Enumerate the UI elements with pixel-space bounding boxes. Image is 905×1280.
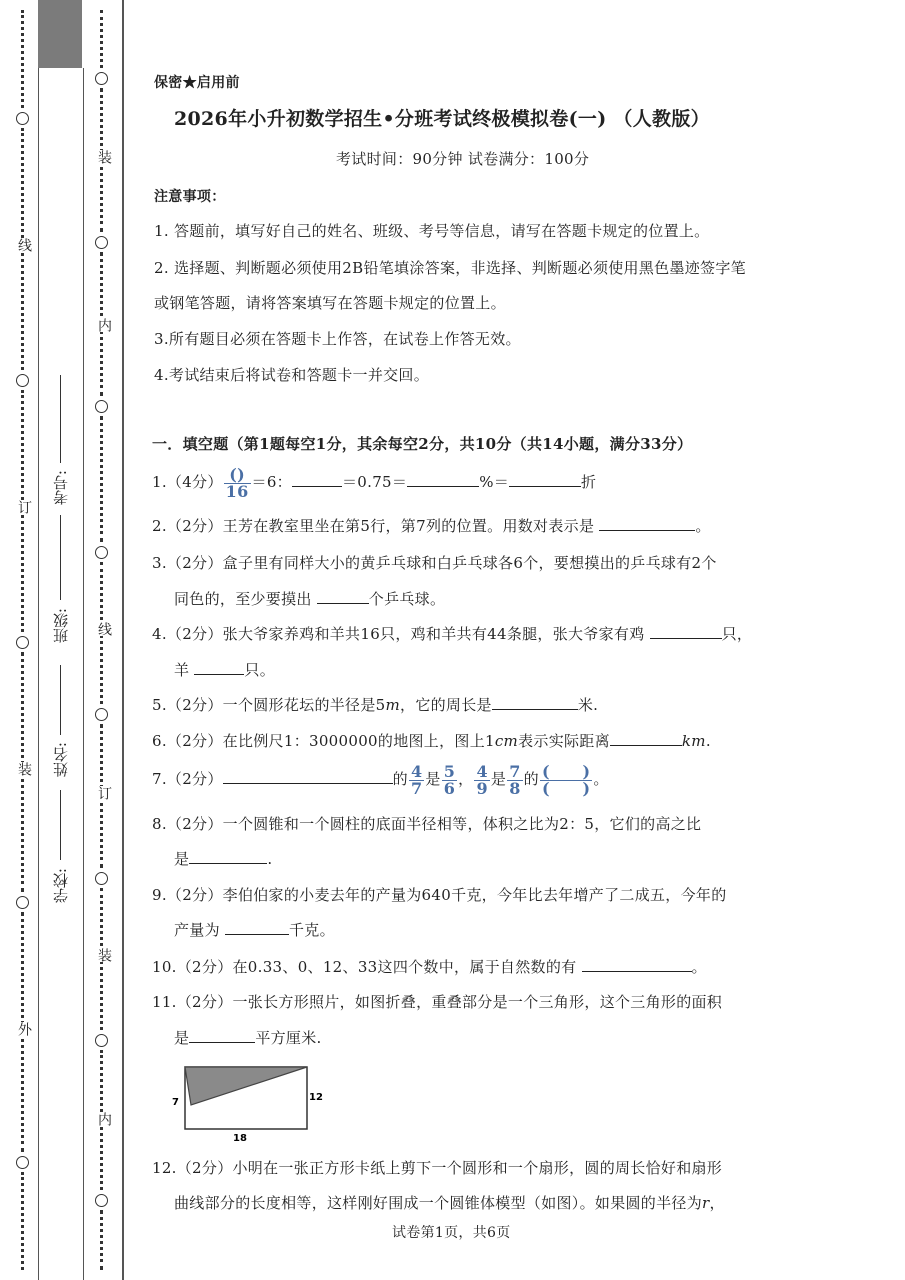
note-4: 4.考试结束后将试卷和答题卡一并交回。 <box>154 366 430 384</box>
binding-hole-icon <box>16 112 29 125</box>
binding-hole-icon <box>95 708 108 721</box>
q5-unit: m <box>385 696 401 714</box>
exam-no-field-label: 考号: <box>52 470 70 506</box>
q11-label-bottom: 18 <box>233 1133 247 1144</box>
question-3-line-2 <box>174 588 445 609</box>
confidential-label: 保密★启用前 <box>154 75 240 91</box>
outer-dotted-cut-line <box>14 0 32 1280</box>
q5-text-b: ，它的周长是 <box>400 696 492 714</box>
student-info-strip <box>38 68 84 1280</box>
q1-part3: %＝ <box>479 473 510 491</box>
question-11-line-2 <box>174 1027 322 1048</box>
notes-heading: 注意事项： <box>154 189 226 205</box>
q1-part1: ＝6： <box>251 473 292 491</box>
q4-blank-2[interactable] <box>194 660 244 675</box>
binding-hole-icon <box>95 1034 108 1047</box>
exam-subtitle: 考试时间：90分钟 试卷满分：100分 <box>336 150 590 168</box>
binding-hole-icon <box>16 1156 29 1169</box>
q3-line2-a: 同色的，至少要摸出 <box>174 590 312 608</box>
q10-text: 10.（2分）在0.33、0、12、33这四个数中，属于自然数的有 <box>152 958 577 976</box>
q5-blank[interactable] <box>492 695 578 710</box>
q1-part4: 折 <box>581 473 597 491</box>
dots <box>100 1210 106 1270</box>
q10-end: 。 <box>691 958 707 976</box>
q7-de-2: 的 <box>523 770 539 788</box>
binding-hole-icon <box>95 236 108 249</box>
q9-line2-b: 千克。 <box>288 921 335 939</box>
question-4-line-1 <box>152 623 752 644</box>
binding-hole-icon <box>95 72 108 85</box>
exam-title: 2026年小升初数学招生•分班考试终极模拟卷(一) （人教版） <box>174 108 710 130</box>
school-field-line[interactable] <box>60 790 61 860</box>
q10-blank[interactable] <box>582 957 692 972</box>
q11-blank[interactable] <box>189 1028 255 1043</box>
q2-text: 2.（2分）王芳在教室里坐在第5行，第7列的位置。用数对表示是 <box>152 517 595 535</box>
inner-char-zhuang-1: 装 <box>96 150 112 164</box>
q12-end: ， <box>709 1194 725 1212</box>
q1-fraction <box>224 464 251 501</box>
class-field-line[interactable] <box>60 515 61 600</box>
q7-end: 。 <box>593 770 609 788</box>
q3-line2-b: 个乒乓球。 <box>368 590 446 608</box>
question-8-line-1: 8.（2分）一个圆锥和一个圆柱的底面半径相等，体积之比为2：5，它们的高之比 <box>152 815 702 833</box>
question-2 <box>152 515 711 536</box>
q7-fraction-3 <box>474 761 489 798</box>
question-7 <box>152 758 609 800</box>
note-2: 2. 选择题、判断题必须使用2B铅笔填涂答案，非选择、判断题必须使用黑色墨迹签字笔 <box>154 259 746 277</box>
q7-f5-den: ( ) <box>541 778 591 798</box>
q1-prefix: 1.（4分） <box>152 473 223 491</box>
q7-f5-num: ( ) <box>541 761 591 781</box>
note-1: 1. 答题前，填写好自己的姓名、班级、考号等信息，请写在答题卡规定的位置上。 <box>154 222 710 240</box>
binding-hole-icon <box>16 636 29 649</box>
q12-line2: 曲线部分的长度相等，这样刚好围成一个圆锥体模型（如图）。如果圆的半径为 <box>174 1194 703 1212</box>
question-12-line-1: 12.（2分）小明在一张正方形卡纸上剪下一个圆形和一个扇形，圆的周长恰好和扇形 <box>152 1159 723 1177</box>
binding-hole-icon <box>16 896 29 909</box>
q11-line2-b: 平方厘米. <box>255 1029 322 1047</box>
dots <box>100 416 106 542</box>
question-4-line-2 <box>174 659 275 680</box>
q8-blank[interactable] <box>189 849 267 864</box>
q3-blank[interactable] <box>317 589 369 604</box>
binding-margin <box>0 0 125 1280</box>
q7-comma: ， <box>458 770 474 788</box>
q6-text-a: 6.（2分）在比例尺1：3000000的地图上，图上1 <box>152 732 495 750</box>
binding-hole-icon <box>95 546 108 559</box>
q5-end: 米. <box>577 696 599 714</box>
question-8-line-2 <box>174 848 272 869</box>
q7-fraction-4 <box>507 761 522 798</box>
dots <box>21 10 27 108</box>
q6-unit-km: km <box>681 732 706 750</box>
inner-char-xian: 线 <box>96 622 112 636</box>
q7-f4-num: 7 <box>509 761 521 781</box>
q1-fraction-num: () <box>224 467 251 484</box>
inner-dotted-cut-line <box>93 0 111 1280</box>
q7-de: 的 <box>392 770 408 788</box>
q4-line2-b: 只。 <box>244 661 275 679</box>
q6-text-b: 表示实际距离 <box>518 732 610 750</box>
question-9-line-2 <box>174 919 335 940</box>
q7-f1-num: 4 <box>410 761 423 781</box>
q2-blank[interactable] <box>599 516 695 531</box>
inner-char-ding: 订 <box>96 786 112 800</box>
note-2-cont: 或钢笔答题，请将答案填写在答题卡规定的位置上。 <box>154 294 506 312</box>
q7-shi: 是 <box>425 770 441 788</box>
q7-fraction-answer[interactable] <box>540 761 592 798</box>
q5-text-a: 5.（2分）一个圆形花坛的半径是5 <box>152 696 386 714</box>
question-10 <box>152 956 707 977</box>
q1-blank-3[interactable] <box>509 472 581 487</box>
q8-line2-b: . <box>267 850 273 868</box>
inner-char-nei-2: 内 <box>96 1112 112 1126</box>
page-footer: 试卷第1页，共6页 <box>392 1225 511 1241</box>
binding-hole-icon <box>16 374 29 387</box>
binding-hole-icon <box>95 872 108 885</box>
question-6 <box>152 730 711 751</box>
section-1-heading: 一．填空题（第1题每空1分，其余每空2分，共10分（共14小题，满分33分） <box>152 435 693 453</box>
q4-line2-a: 羊 <box>174 661 190 679</box>
question-12-line-2 <box>174 1192 725 1213</box>
class-field-label: 班级: <box>52 608 70 644</box>
name-field-label: 姓名: <box>52 742 70 778</box>
q9-line2-a: 产量为 <box>174 921 220 939</box>
q11-line2-a: 是 <box>174 1029 190 1047</box>
q7-f3-den: 9 <box>476 778 488 798</box>
q2-end: 。 <box>695 517 711 535</box>
q1-fraction-den: 16 <box>225 481 249 501</box>
q11-label-left: 7 <box>172 1097 179 1108</box>
q4-blank-1[interactable] <box>650 624 722 639</box>
name-field-line[interactable] <box>60 665 61 735</box>
exam-no-field-line[interactable] <box>60 375 61 463</box>
q7-fraction-1 <box>409 761 424 798</box>
question-11-line-1: 11.（2分）一张长方形照片，如图折叠，重叠部分是一个三角形，这个三角形的面积 <box>152 993 723 1011</box>
q6-blank[interactable] <box>610 731 682 746</box>
outer-char-wai: 外 <box>16 1022 32 1036</box>
note-3: 3.所有题目必须在答题卡上作答，在试卷上作答无效。 <box>154 330 521 348</box>
q7-f4-den: 8 <box>509 778 521 798</box>
outer-char-xian: 线 <box>16 238 32 252</box>
q1-part2: ＝0.75＝ <box>341 473 408 491</box>
q1-blank-2[interactable] <box>407 472 479 487</box>
q7-f3-num: 4 <box>476 761 488 781</box>
q4-line1-b: 只， <box>721 625 753 643</box>
margin-rule <box>122 0 124 1280</box>
q7-f2-den: 6 <box>443 778 456 798</box>
q11-label-right: 12 <box>309 1092 323 1103</box>
q9-blank[interactable] <box>225 920 289 935</box>
q7-blank[interactable] <box>223 769 393 784</box>
q6-end: . <box>705 732 711 750</box>
outer-char-ding: 订 <box>16 500 32 514</box>
q7-f2-num: 5 <box>443 761 456 781</box>
q1-blank-1[interactable] <box>292 472 342 487</box>
inner-char-zhuang-2: 装 <box>96 948 112 962</box>
binding-hole-icon <box>95 1194 108 1207</box>
binding-hole-icon <box>95 400 108 413</box>
dots <box>100 10 106 68</box>
question-5 <box>152 694 598 715</box>
q6-unit-cm: cm <box>494 732 519 750</box>
school-field-label: 学校: <box>52 868 70 904</box>
q8-line2-a: 是 <box>174 850 190 868</box>
q4-line1-a: 4.（2分）张大爷家养鸡和羊共16只，鸡和羊共有44条腿，张大爷家有鸡 <box>152 625 645 643</box>
outer-char-zhuang: 装 <box>16 762 32 776</box>
q7-f1-den: 7 <box>410 778 423 798</box>
q7-shi-2: 是 <box>490 770 507 788</box>
q7-fraction-2 <box>442 761 457 798</box>
q11-folded-rectangle-figure <box>165 1055 330 1145</box>
question-3-line-1: 3.（2分）盒子里有同样大小的黄乒乓球和白乒乓球各6个，要想摸出的乒乓球有2个 <box>152 554 717 572</box>
q12-var-r: r <box>702 1194 710 1212</box>
question-1 <box>152 462 596 502</box>
inner-char-nei-1: 内 <box>96 318 112 332</box>
question-9-line-1: 9.（2分）李伯伯家的小麦去年的产量为640千克，今年比去年增产了二成五，今年的 <box>152 886 727 904</box>
q7-prefix: 7.（2分） <box>152 770 223 788</box>
dots <box>21 1172 27 1270</box>
